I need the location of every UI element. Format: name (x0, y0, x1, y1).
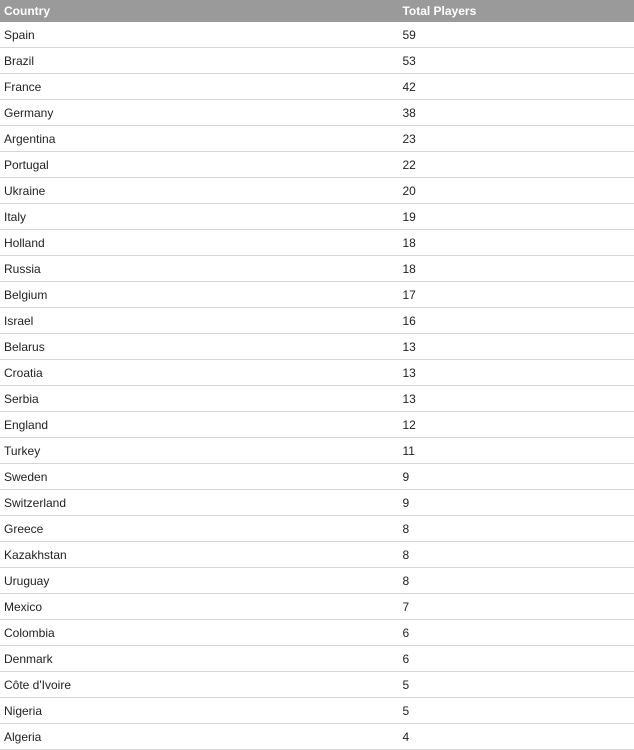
country-cell: England (0, 412, 398, 438)
total-players-cell: 13 (398, 360, 634, 386)
table-row (0, 100, 634, 126)
total-players-cell: 19 (398, 204, 634, 230)
table-row (0, 48, 634, 74)
country-cell: Belarus (0, 334, 398, 360)
total-players-cell: 6 (398, 620, 634, 646)
total-players-cell: 8 (398, 516, 634, 542)
country-cell: Denmark (0, 646, 398, 672)
table-row (0, 178, 634, 204)
total-players-cell: 8 (398, 568, 634, 594)
country-cell: Croatia (0, 360, 398, 386)
total-players-column-header: Total Players (398, 0, 634, 22)
table-row (0, 152, 634, 178)
table-row (0, 282, 634, 308)
table-row (0, 542, 634, 568)
total-players-cell: 4 (398, 724, 634, 750)
total-players-cell: 8 (398, 542, 634, 568)
table-row (0, 204, 634, 230)
total-players-cell: 6 (398, 646, 634, 672)
country-cell: Nigeria (0, 698, 398, 724)
total-players-cell: 5 (398, 698, 634, 724)
total-players-cell: 20 (398, 178, 634, 204)
header-row (0, 0, 634, 22)
total-players-cell: 12 (398, 412, 634, 438)
table-row (0, 308, 634, 334)
country-cell: Algeria (0, 724, 398, 750)
country-cell: Greece (0, 516, 398, 542)
total-players-cell: 17 (398, 282, 634, 308)
table-row (0, 672, 634, 698)
table-row (0, 620, 634, 646)
table-row (0, 568, 634, 594)
table-row (0, 334, 634, 360)
total-players-cell: 11 (398, 438, 634, 464)
country-cell: Portugal (0, 152, 398, 178)
table-row (0, 594, 634, 620)
table-row (0, 490, 634, 516)
table-row (0, 464, 634, 490)
country-cell: Russia (0, 256, 398, 282)
country-cell: Serbia (0, 386, 398, 412)
country-cell: Turkey (0, 438, 398, 464)
country-cell: Uruguay (0, 568, 398, 594)
table-row (0, 74, 634, 100)
country-cell: Mexico (0, 594, 398, 620)
country-cell: Sweden (0, 464, 398, 490)
country-cell: Switzerland (0, 490, 398, 516)
table-row (0, 230, 634, 256)
table-row (0, 386, 634, 412)
total-players-cell: 59 (398, 22, 634, 48)
country-cell: Kazakhstan (0, 542, 398, 568)
table-body (0, 22, 634, 750)
table-row (0, 516, 634, 542)
table-row (0, 724, 634, 750)
total-players-cell: 18 (398, 230, 634, 256)
country-cell: France (0, 74, 398, 100)
country-cell: Argentina (0, 126, 398, 152)
table-row (0, 126, 634, 152)
table-row (0, 412, 634, 438)
table-row (0, 438, 634, 464)
country-cell: Belgium (0, 282, 398, 308)
country-cell: Ukraine (0, 178, 398, 204)
table-row (0, 646, 634, 672)
total-players-cell: 38 (398, 100, 634, 126)
total-players-cell: 13 (398, 386, 634, 412)
country-cell: Germany (0, 100, 398, 126)
country-cell: Côte d'Ivoire (0, 672, 398, 698)
table-row (0, 22, 634, 48)
total-players-cell: 9 (398, 464, 634, 490)
country-cell: Spain (0, 22, 398, 48)
table-header (0, 0, 634, 22)
total-players-cell: 42 (398, 74, 634, 100)
table-row (0, 698, 634, 724)
total-players-cell: 53 (398, 48, 634, 74)
total-players-cell: 7 (398, 594, 634, 620)
total-players-cell: 18 (398, 256, 634, 282)
table-row (0, 360, 634, 386)
total-players-cell: 9 (398, 490, 634, 516)
country-column-header: Country (0, 0, 398, 22)
total-players-cell: 5 (398, 672, 634, 698)
country-cell: Holland (0, 230, 398, 256)
total-players-cell: 13 (398, 334, 634, 360)
total-players-cell: 23 (398, 126, 634, 152)
total-players-cell: 16 (398, 308, 634, 334)
table-row (0, 256, 634, 282)
country-cell: Italy (0, 204, 398, 230)
country-cell: Colombia (0, 620, 398, 646)
country-cell: Israel (0, 308, 398, 334)
country-cell: Brazil (0, 48, 398, 74)
total-players-cell: 22 (398, 152, 634, 178)
